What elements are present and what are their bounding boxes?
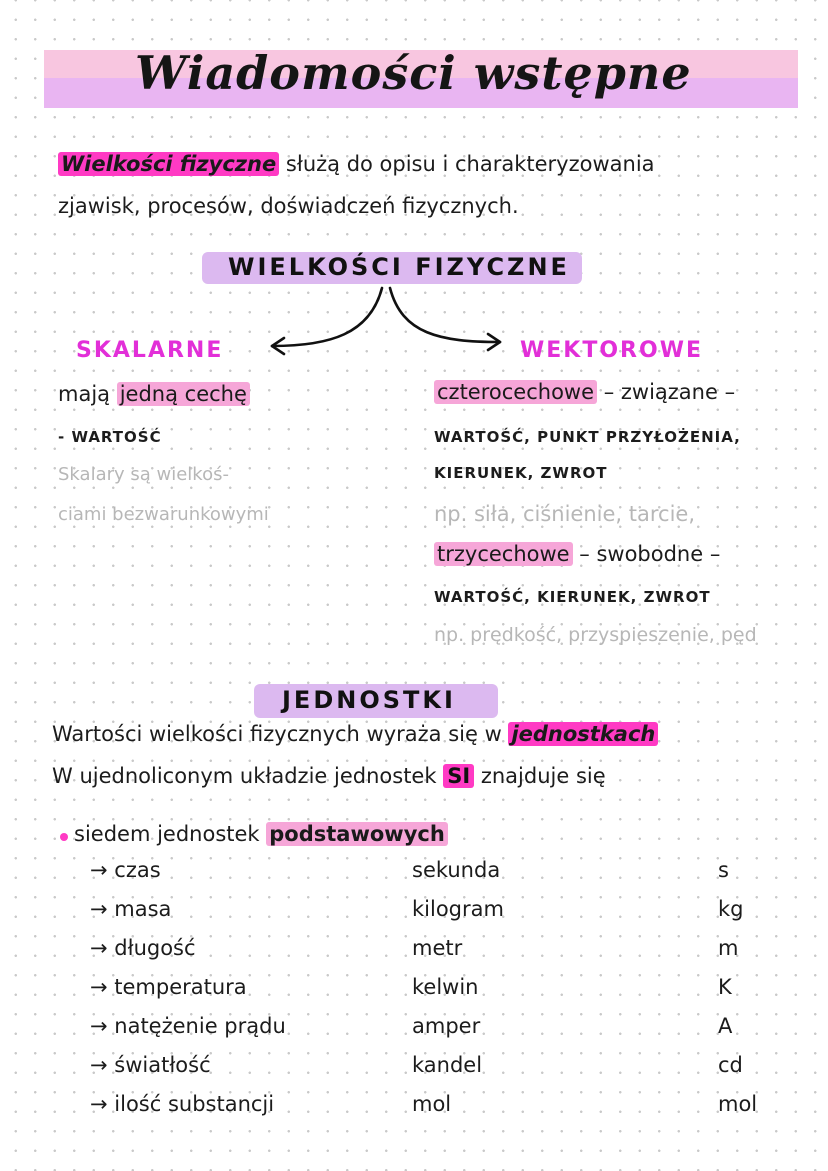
four-mark: czterocechowe [434, 380, 597, 404]
table-row [90, 1053, 770, 1089]
quantities-box-title: WIELKOŚCI FIZYCZNE [228, 253, 570, 281]
vector-four-attrs-2: KIERUNEK, ZWROT [434, 464, 608, 482]
three-rest: – swobodne – [579, 542, 721, 566]
units-line-1-prefix: Wartości wielkości fizycznych wyraża się w [52, 722, 502, 746]
branch-arrows [250, 284, 520, 364]
vector-four-examples: np. siła, ciśnienie, tarcie, [434, 502, 696, 526]
intro-line-1 [58, 152, 655, 176]
scalar-heading: SKALARNE [76, 338, 224, 363]
intro-line-2: zjawisk, procesów, doświadczeń fizycznych. [58, 194, 519, 218]
unit-symbol-cell: K [718, 975, 732, 999]
unit-symbol-cell: A [718, 1014, 733, 1038]
quantity-cell: → temperatura [90, 975, 247, 999]
page-title: Wiadomości wstępne [135, 46, 692, 100]
table-row [90, 897, 770, 933]
vector-heading: WEKTOROWE [520, 338, 703, 363]
quantity-cell: → czas [90, 858, 161, 882]
scalar-line-2: - WARTOŚĆ [58, 428, 162, 446]
table-row [90, 975, 770, 1011]
table-row [90, 858, 770, 894]
table-row [90, 1014, 770, 1050]
intro-rest: służą do opisu i charakteryzowania [285, 152, 655, 176]
unit-symbol-cell: cd [718, 1053, 743, 1077]
quantity-cell: → długość [90, 936, 196, 960]
units-line-2-prefix: W ujednoliconym układzie jednostek [52, 764, 437, 788]
unit-name-cell: metr [412, 936, 463, 960]
unit-symbol-cell: s [718, 858, 729, 882]
vector-three-examples: np. prędkość, przyspieszenie, pęd [434, 624, 757, 646]
bullet-dot-icon [60, 833, 68, 841]
unit-name-cell: amper [412, 1014, 481, 1038]
quantity-cell: → natężenie prądu [90, 1014, 286, 1038]
arrow-to-vector [390, 288, 500, 342]
units-line-2-suffix: znajduje się [480, 764, 606, 788]
scalar-note-2: ciami bezwarunkowymi [58, 504, 269, 525]
table-row [90, 1092, 770, 1128]
quantity-cell: → masa [90, 897, 172, 921]
bullet-mark: podstawowych [266, 822, 448, 846]
unit-name-cell: sekunda [412, 858, 501, 882]
units-line-2 [52, 764, 606, 788]
si-badge: SI [443, 764, 474, 788]
scalar-prefix: mają [58, 382, 111, 406]
quantity-cell: → ilość substancji [90, 1092, 275, 1116]
vector-three-attrs: WARTOŚĆ, KIERUNEK, ZWROT [434, 588, 711, 606]
vector-four-line [434, 380, 735, 404]
scalar-mark: jedną cechę [117, 382, 250, 406]
unit-name-cell: kandel [412, 1053, 483, 1077]
unit-name-cell: kelwin [412, 975, 479, 999]
units-line-1 [52, 722, 658, 746]
four-rest: – związane – [603, 380, 736, 404]
three-mark: trzycechowe [434, 542, 573, 566]
vector-three-line [434, 542, 720, 566]
scalar-line-1 [58, 382, 250, 406]
arrow-to-scalar [272, 288, 382, 346]
unit-symbol-cell: mol [718, 1092, 758, 1116]
table-row [90, 936, 770, 972]
vector-four-attrs-1: WARTOŚĆ, PUNKT PRZYŁOŻENIA, [434, 428, 741, 446]
term-highlight: Wielkości fizyczne [58, 152, 279, 176]
bullet-line [74, 822, 448, 846]
unit-symbol-cell: m [718, 936, 739, 960]
bullet-prefix: siedem jednostek [74, 822, 260, 846]
unit-symbol-cell: kg [718, 897, 744, 921]
units-mark: jednostkach [508, 722, 658, 746]
scalar-note-1: Skalary są wielkoś- [58, 464, 229, 485]
quantity-cell: → światłość [90, 1053, 211, 1077]
unit-name-cell: mol [412, 1092, 452, 1116]
units-box-title: JEDNOSTKI [282, 686, 456, 714]
unit-name-cell: kilogram [412, 897, 504, 921]
